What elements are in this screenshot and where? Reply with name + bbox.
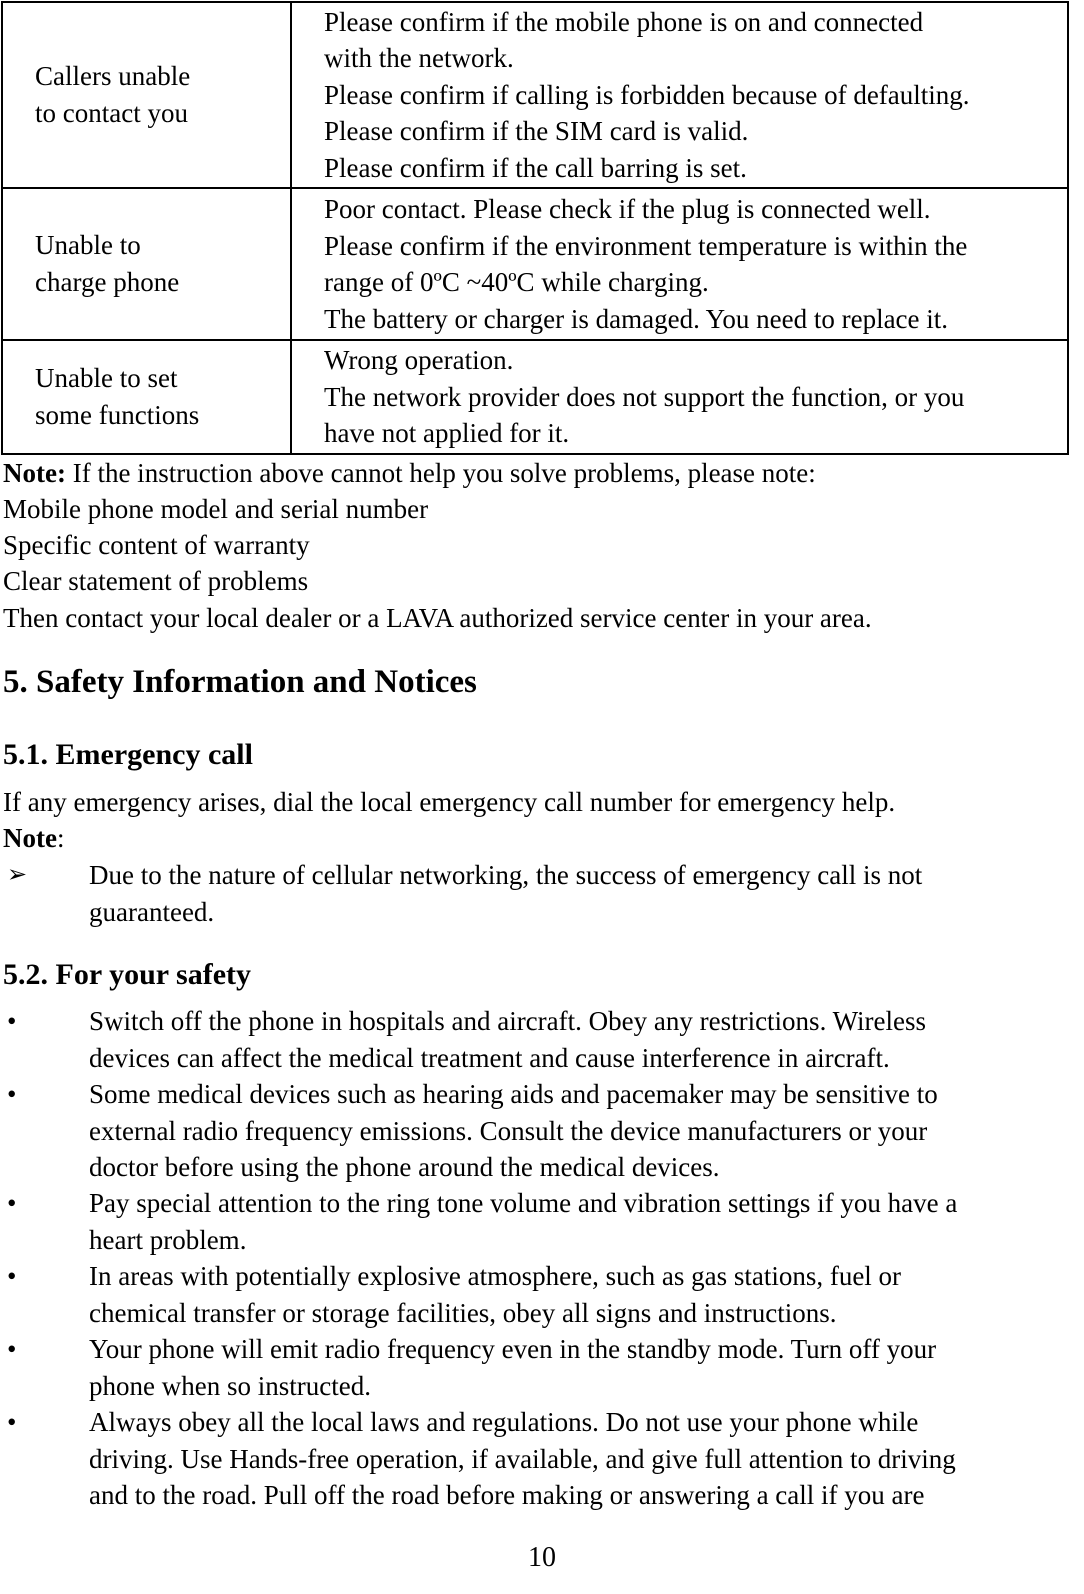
- list-item: • Pay special attention to the ring tone volume and vibration settings if you have a heart problem.: [3, 1185, 1083, 1258]
- troubleshooting-table: [1, 1, 1069, 455]
- bullet-icon: •: [7, 1334, 17, 1364]
- bullet-icon: •: [7, 1261, 17, 1291]
- subsection-heading: 5.2. For your safety: [3, 958, 252, 991]
- paragraph: If any emergency arises, dial the local emergency call number for emergency help.: [3, 787, 896, 817]
- bullet-icon: •: [7, 1006, 17, 1036]
- note-item: Specific content of warranty: [3, 530, 310, 560]
- bullet-icon: •: [7, 1079, 17, 1109]
- page-number: 10: [528, 1542, 556, 1573]
- solution-cell: Please confirm if the mobile phone is on and connected with the network. Please confirm if calling is forbidden because of defaulting. Please confirm if the SIM card is valid. Please confirm if the call barring is set.: [291, 2, 1068, 188]
- bullet-icon: •: [7, 1407, 17, 1437]
- list-item: • Switch off the phone in hospitals and aircraft. Obey any restrictions. Wireless devices can affect the medical treatment and cause interference in aircraft.: [3, 1003, 1083, 1076]
- arrow-bullet-icon: ➢: [7, 862, 28, 888]
- list-item: • Always obey all the local laws and regulations. Do not use your phone while driving. Use Hands-free operation, if available, and give full attention to driving and to the road. Pull off the road before making or answering a call if you are: [3, 1404, 1083, 1514]
- list-item: • Some medical devices such as hearing aids and pacemaker may be sensitive to external radio frequency emissions. Consult the device manufacturers or your doctor before using the phone around the medical devices.: [3, 1076, 1083, 1186]
- note-item: Mobile phone model and serial number: [3, 494, 429, 524]
- note-line: Note: If the instruction above cannot help you solve problems, please note:: [3, 458, 816, 488]
- solution-cell: Wrong operation. The network provider does not support the function, or you have not applied for it.: [291, 340, 1068, 454]
- note-item: Then contact your local dealer or a LAVA authorized service center in your area.: [3, 603, 872, 633]
- problem-cell: Callers unable to contact you: [2, 2, 291, 188]
- solution-cell: Poor contact. Please check if the plug is connected well. Please confirm if the environment temperature is within the range of 0ºC ~40ºC while charging. The battery or charger is damaged. You need to replace it.: [291, 188, 1068, 340]
- note-label: Note:: [3, 823, 65, 853]
- list-item: • Your phone will emit radio frequency even in the standby mode. Turn off your phone when so instructed.: [3, 1331, 1083, 1404]
- subsection-heading: 5.1. Emergency call: [3, 738, 253, 771]
- table-row: [2, 188, 1068, 340]
- table-row: [2, 340, 1068, 454]
- list-item: • In areas with potentially explosive atmosphere, such as gas stations, fuel or chemical transfer or storage facilities, obey all signs and instructions.: [3, 1258, 1083, 1331]
- note-item: Clear statement of problems: [3, 566, 309, 596]
- problem-cell: Unable to set some functions: [2, 340, 291, 454]
- problem-cell: Unable to charge phone: [2, 188, 291, 340]
- section-heading: 5. Safety Information and Notices: [3, 664, 477, 700]
- bullet-icon: •: [7, 1188, 17, 1218]
- list-item: ➢ Due to the nature of cellular networking, the success of emergency call is not guaranteed.: [3, 857, 1083, 930]
- table-row: [2, 2, 1068, 188]
